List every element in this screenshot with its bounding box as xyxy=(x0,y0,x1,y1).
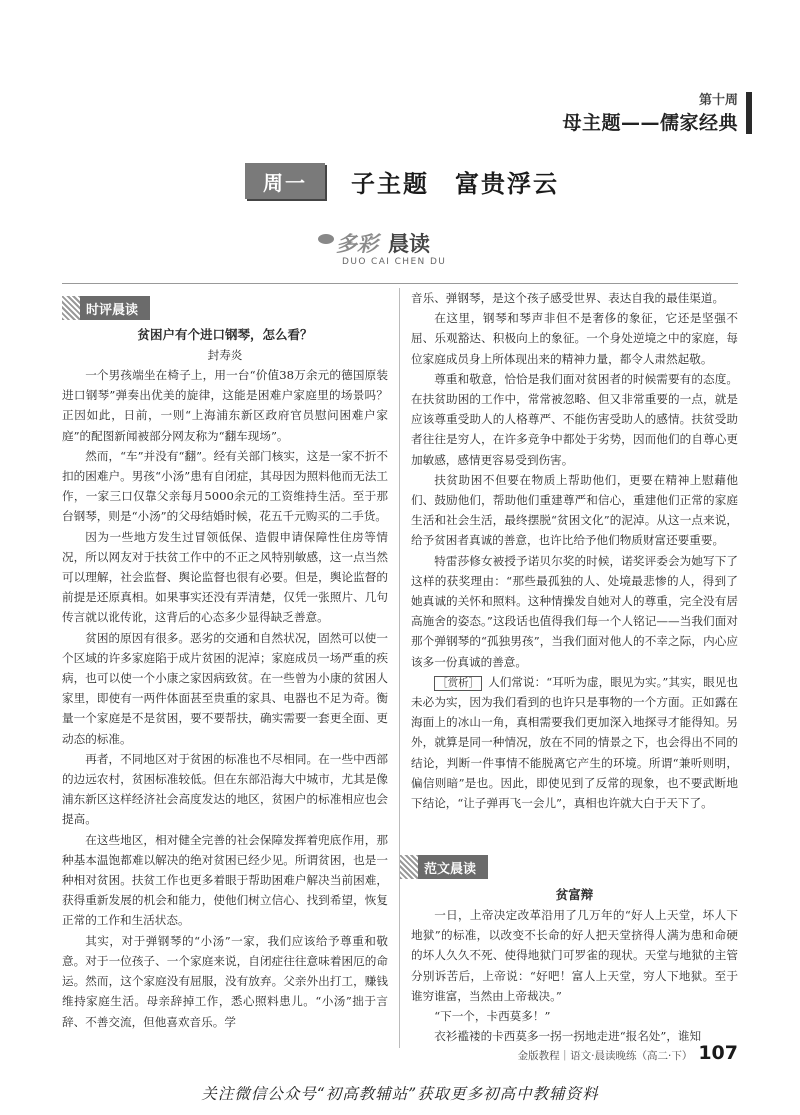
main-theme-title: 母主题——儒家经典 xyxy=(562,112,738,134)
paragraph: 扶贫助困不但要在物质上帮助他们，更要在精神上慰藉他们、鼓励他们，帮助他们重建尊严和信心，重建他们正常的家庭生活和社会生活，最终摆脱“贫困文化”的泥淖。从这一点来说，给予贫困者真诚的善意，也许比给予他们物质财富还要重要。 xyxy=(411,472,738,548)
header-accent-bar xyxy=(746,92,752,134)
brand-pinyin: DUO CAI CHEN DU xyxy=(342,257,447,267)
paragraph: “下一个，卡西莫多！” xyxy=(434,1009,551,1024)
left-column xyxy=(62,325,388,1032)
section-tag-commentary xyxy=(62,296,150,320)
paragraph: 因为一些地方发生过冒领低保、造假申请保障性住房等情况，所以网友对于扶贫工作中的不正之风特别敏感，这一点当然可以理解，社会监督、舆论监督也很有必要。但是，舆论监督的前提是还原真相。如果事实还没有弄清楚，仅凭一张照片、几句传言就以讹传讹，这背后的心态多少显得缺乏善意。 xyxy=(62,529,388,625)
week-header xyxy=(562,92,738,136)
column-brand-logo xyxy=(318,228,498,278)
commentary-paragraph xyxy=(411,672,738,813)
paragraph: 衣衫褴褛的卡西莫多一拐一拐地走进“报名处”，谁知 xyxy=(434,1029,702,1044)
essay-title: 贫富辩 xyxy=(555,887,594,902)
brand-swirl-icon xyxy=(318,234,334,244)
paragraph: 再者，不同地区对于贫困的标准也不尽相同。在一些中西部的边远农村，贫困标准较低。但在东部沿海大中城市，尤其是像浦东新区这样经济社会高度发达的地区，贫困户的标准相应也会提高。 xyxy=(62,751,388,827)
paragraph: 尊重和敬意，恰恰是我们面对贫困者的时候需要有的态度。在扶贫助困的工作中，常常被忽略、但又非常重要的一点，就是应该尊重受助人的人格尊严、不能伤害受助人的感情。扶贫受助者往往是穷人，在许多竞争中都处于劣势，因而他们的自尊心更加敏感，感情更容易受到伤害。 xyxy=(411,371,738,467)
brand-word-reading: 晨读 xyxy=(388,232,430,256)
paragraph: 在这些地区，相对健全完善的社会保障发挥着兜底作用，那种基本温饱都难以解决的绝对贫困已经少见。所谓贫困，也是一种相对贫困。扶贫工作也更多着眼于帮助困难户解决当前困难，获得重新发展的机会和能力，使他们树立信心、找到希望，恢复正常的工作和生活状态。 xyxy=(62,832,388,928)
paragraph: 一日，上帝决定改革沿用了几万年的“好人上天堂，坏人下地狱”的标准，以改变不长命的好人把天堂挤得人满为患和命硬的坏人久久不死、使得地狱门可罗雀的现状。天堂与地狱的主管分别诉苦后，上帝说：“好吧！富人上天堂，穷人下地狱。至于谁穷谁富，当然由上帝裁决。” xyxy=(411,908,738,1003)
watermark-text: 关注微信公众号“初高教辅站”获取更多初高中教辅资料 xyxy=(201,1085,599,1103)
commentary-label: ［赏析］ xyxy=(434,676,482,691)
page-number: 107 xyxy=(698,1042,738,1064)
section-tag-label: 范文晨读 xyxy=(418,855,488,879)
page-footer xyxy=(518,1042,738,1064)
sub-theme-title: 子主题 富贵浮云 xyxy=(351,169,559,198)
commentary-text: 人们常说：“耳听为虚，眼见为实。”其实，眼见也未必为实，因为我们看到的也许只是事物的一个方面。正如露在海面上的冰山一角，真相需要我们更加深入地探寻才能得知。另外，就算是同一种情况，放在不同的情景之下，也会得出不同的结论，判断一件事情不能脱离它产生的环境。所谓“兼听则明，偏信则暗”是也。因此，即使见到了反常的现象，也不要武断地下结论，“让子弹再飞一会儿”，真相也许就大白于天下了。 xyxy=(411,674,738,811)
paragraph: 特雷莎修女被授予诺贝尔奖的时候，诺奖评委会为她写下了这样的获奖理由：“那些最孤独的人、处境最悲惨的人，得到了她真诚的关怀和照料。这种情操发自她对人的尊重，完全没有居高施舍的姿态。”这段话也值得我们每一个人铭记——当我们面对那个弹钢琴的“孤独男孩”，当我们面对他人的不幸之际，内心应该多一份真诚的善意。 xyxy=(411,553,738,669)
right-column xyxy=(411,288,738,813)
sub-theme-heading xyxy=(245,162,559,200)
paragraph: 贫困的原因有很多。恶劣的交通和自然状况，固然可以使一个区域的许多家庭陷于成片贫困的泥淖；家庭成员一场严重的疾病，也可以使一个小康之家因病致贫。在一些曾为小康的贫困人家里，即使有一两件体面甚至贵重的家具、电器也不足为奇。衡量一个家庭是不是贫困，要不要帮扶，确实需要一套更全面、更动态的标准。 xyxy=(62,630,388,746)
tag-pattern-icon xyxy=(400,855,418,879)
top-divider xyxy=(62,283,738,284)
paragraph: 然而，“车”并没有“翻”。经有关部门核实，这是一家不折不扣的困难户。男孩“小汤”患有自闭症，其母因为照料他而无法工作，一家三口仅靠父亲每月5000余元的工资维持生活。至于那台钢琴，则是“小汤”的父母结婚时候，花五千元购买的二手货。 xyxy=(62,448,388,524)
paragraph: 其实，对于弹钢琴的“小汤”一家，我们应该给予尊重和敬意。对于一位孩子、一个家庭来说，自闭症往往意味着困厄的命运。然而，这个家庭没有屈服，没有放弃。父亲外出打工，赚钱维持家庭生活。母亲辞掉工作，悉心照料患儿。“小汤”拙于言辞、不善交流，但他喜欢音乐。学 xyxy=(62,933,388,1029)
paragraph: 音乐、弹钢琴，是这个孩子感受世界、表达自我的最佳渠道。 xyxy=(411,291,725,305)
essay-block xyxy=(411,885,738,1046)
section-tag-label: 时评晨读 xyxy=(80,296,150,320)
day-tag: 周一 xyxy=(245,163,325,199)
footer-book-title: 金版教程｜语文·晨读晚练（高二·下） xyxy=(517,1050,693,1062)
paragraph: 在这里，钢琴和琴声非但不是奢侈的象征，它还是坚强不屈、乐观豁达、积极向上的象征。一个身处逆境之中的家庭，每位家庭成员身上所体现出来的精神力量，都令人肃然起敬。 xyxy=(411,311,738,366)
tag-pattern-icon xyxy=(62,296,80,320)
week-number: 第十周 xyxy=(698,93,738,108)
paragraph: 一个男孩端坐在椅子上，用一台“价值38万余元的德国原装进口钢琴”弹奏出优美的旋律，这能是困难户家庭里的场景吗？正因如此，日前，一则“上海浦东新区政府官员慰问困难户家庭”的配图新闻被部分网友称为“翻车现场”。 xyxy=(62,368,388,443)
column-divider xyxy=(399,288,400,1048)
brand-word-colorful: 多彩 xyxy=(336,232,378,256)
article-title: 贫困户有个进口钢琴，怎么看？ xyxy=(137,327,313,342)
article-author: 封寿炎 xyxy=(207,348,243,362)
section-tag-model-essay xyxy=(400,855,488,879)
